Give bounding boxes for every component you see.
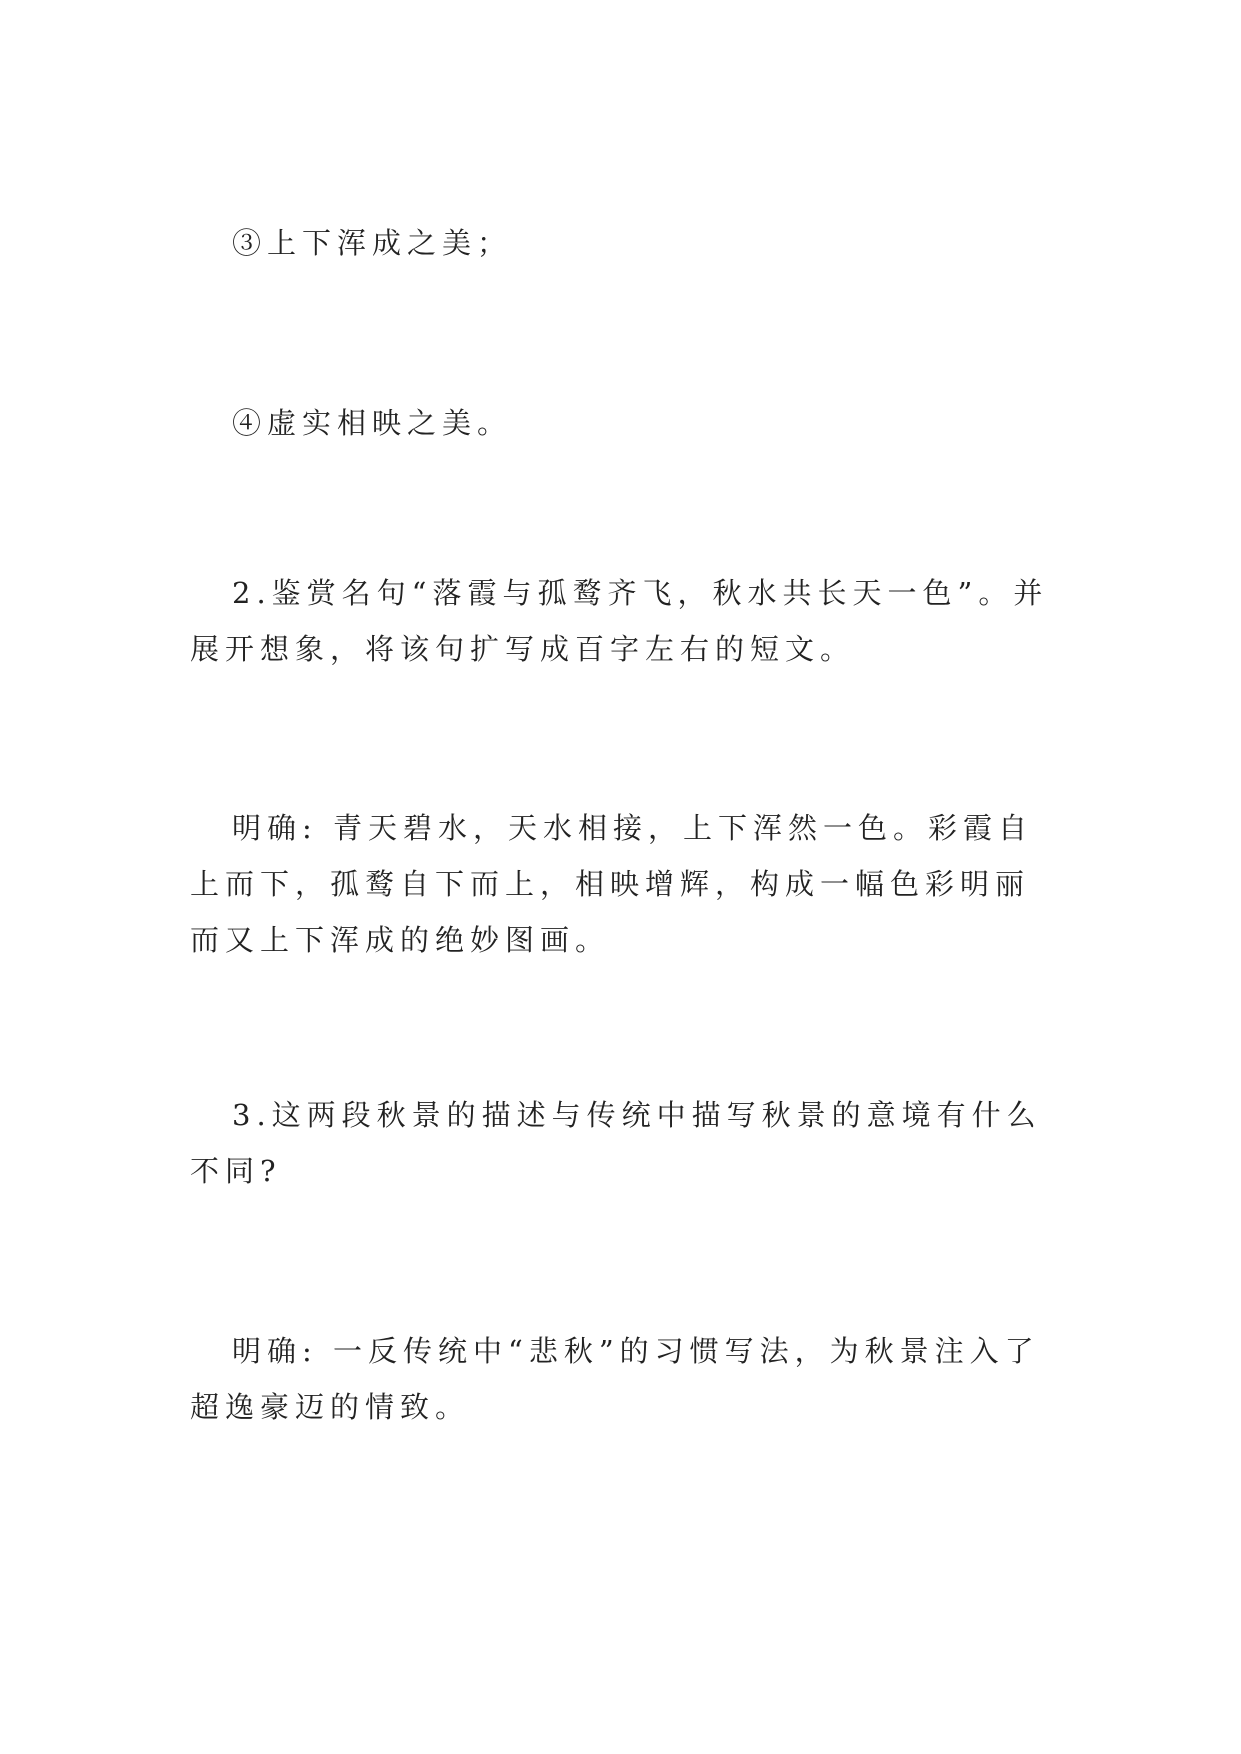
question-3: 3.这两段秋景的描述与传统中描写秋景的意境有什么不同? [190, 1098, 1042, 1188]
paragraph-item-4: ④虚实相映之美。 [232, 406, 513, 440]
question-2: 2.鉴赏名句“落霞与孤鹜齐飞，秋水共长天一色”。并展开想象，将该句扩写成百字左右的短文。 [190, 576, 1049, 666]
paragraph-item-3: ③上下浑成之美； [232, 226, 513, 260]
answer-3: 明确: 一反传统中“悲秋”的习惯写法，为秋景注入了超逸豪迈的情致。 [190, 1334, 1040, 1424]
answer-2: 明确: 青天碧水，天水相接，上下浑然一色。彩霞自上而下，孤鹜自下而上，相映增辉，构成一幅色彩明丽而又上下浑成的绝妙图画。 [190, 811, 1033, 957]
